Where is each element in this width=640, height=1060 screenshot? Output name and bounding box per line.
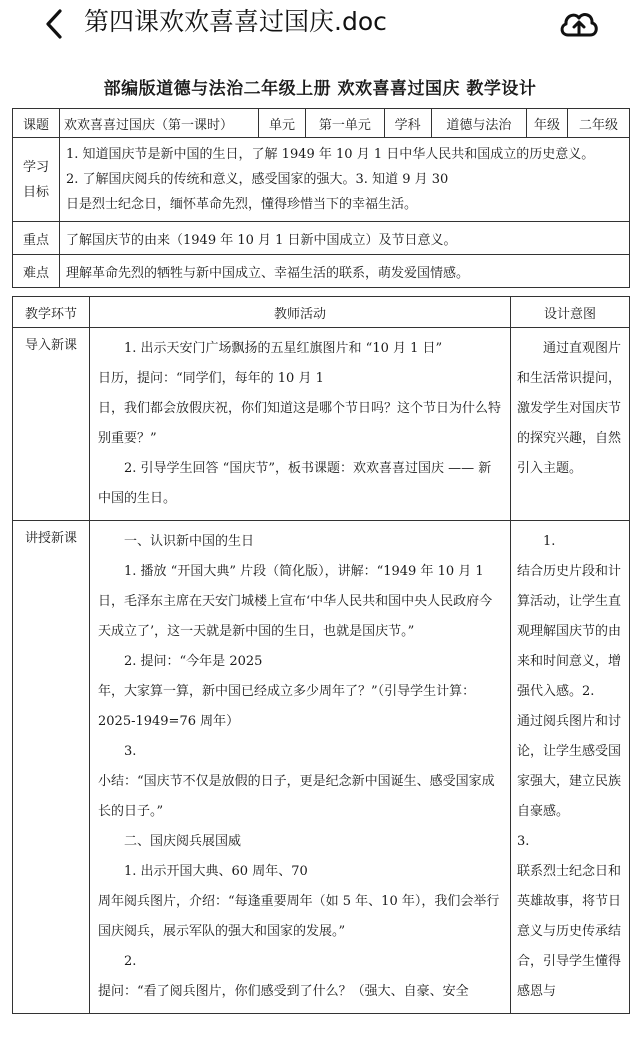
activity-line: 小结：“国庆节不仅是放假的日子，更是纪念新中国诞生、感受国家成长的日子。” [98,774,495,819]
activity-line: 1. 出示天安门广场飘扬的五星红旗图片和 “10 月 1 日” [124,341,443,356]
keypoint-label: 重点 [13,222,60,255]
goal-line: 日是烈士纪念日，缅怀革命先烈，懂得珍惜当下的幸福生活。 [66,197,418,212]
intent-line: 通过阅兵图片和讨论，让学生感受国家强大，建立民族自豪感。 [517,714,622,819]
top-bar [0,0,640,48]
info-table [12,108,630,288]
goal-line: 2. 了解国庆阅兵的传统和意义，感受国家的强大。3. 知道 9 月 30 [66,172,449,187]
activity-line: 周年阅兵图片，介绍：“每逢重要周年（如 5 年、10 年），我们会举行国庆阅兵，展示军队的强大和国家的发展。” [98,894,500,939]
process-table [12,296,630,1014]
activity-line: 日历，提问：“同学们，每年的 10 月 1 [98,371,324,386]
activity-line: 二、国庆阅兵展国威 [124,834,242,849]
activity-cell [90,521,511,1014]
keypoint-text: 了解国庆节的由来（1949 年 10 月 1 日新中国成立）及节日意义。 [60,222,630,255]
activity-line: 1. 播放 “开国大典” 片段（简化版），讲解：“1949 年 10 月 1 [124,564,484,579]
activity-line: 日，我们都会放假庆祝，你们知道这是哪个节日吗？这个节日为什么特别重要？” [98,401,502,446]
cloud-upload-button[interactable] [556,4,600,44]
goals-label: 学习目标 [13,138,60,222]
process-row [13,328,630,521]
stage-cell: 导入新课 [13,328,90,521]
activity-line: 日，毛泽东主席在天安门城楼上宣布‘中华人民共和国中央人民政府今天成立了’，这一天就是新中国的生日，也就是国庆节。” [98,594,493,639]
intent-cell [511,521,630,1014]
activity-line: 年，大家算一算，新中国已经成立多少周年了？”（引导学生计算：2025-1949=76 周年） [98,684,476,729]
cloud-upload-icon [556,4,600,44]
process-row [13,521,630,1014]
intent-line: 结合历史片段和计算活动，让学生直观理解国庆节的由来和时间意义，增强代入感。2. [517,564,622,699]
goals-row [13,138,630,222]
activity-line: 一、认识新中国的生日 [124,534,255,549]
intent-line: 3. [517,834,530,849]
difficulty-row [13,255,630,288]
intent-line: 通过直观图片和生活常识提问，激发学生对国庆节的探究兴趣，自然引入主题。 [517,341,622,476]
chevron-left-icon [38,6,74,42]
header-intent: 设计意图 [511,297,630,328]
lesson-row [13,109,630,138]
activity-line: 提问：“看了阅兵图片，你们感受到了什么？（强大、自豪、安全 [98,984,469,999]
intent-line: 联系烈士纪念日和英雄故事，将节日意义与历史传承结合，引导学生懂得感恩与 [517,864,622,999]
activity-line: 1. 出示开国大典、60 周年、70 [124,864,308,879]
document-heading: 部编版道德与法治二年级上册 欢欢喜喜过国庆 教学设计 [103,79,537,99]
activity-line: 3. [124,744,137,759]
lesson-label: 课题 [13,109,60,138]
difficulty-text: 理解革命先烈的牺牲与新中国成立、幸福生活的联系，萌发爱国情感。 [60,255,630,288]
process-header-row [13,297,630,328]
activity-line: 2. 提问：“今年是 2025 [124,654,263,669]
grade-label: 年级 [527,109,568,138]
grade-value: 二年级 [568,109,630,138]
goals-content [60,138,630,222]
keypoint-row [13,222,630,255]
header-activity: 教师活动 [90,297,511,328]
subject-value: 道德与法治 [431,109,526,138]
lesson-value: 欢欢喜喜过国庆（第一课时） [60,109,259,138]
difficulty-label: 难点 [13,255,60,288]
intent-cell [511,328,630,521]
goal-line: 1. 知道国庆节是新中国的生日，了解 1949 年 10 月 1 日中华人民共和国成立的历史意义。 [66,147,595,162]
activity-line: 2. 引导学生回答 “国庆节”，板书课题：欢欢喜喜过国庆 —— 新中国的生日。 [98,461,492,506]
stage-cell: 讲授新课 [13,521,90,1014]
document-title: 第四课欢欢喜喜过国庆.doc [84,7,387,36]
activity-line: 2. [124,954,137,969]
back-button[interactable] [38,6,74,42]
subject-label: 学科 [384,109,431,138]
activity-cell [90,328,511,521]
unit-value: 第一单元 [306,109,385,138]
intent-line: 1. [543,534,556,549]
header-stage: 教学环节 [13,297,90,328]
unit-label: 单元 [259,109,306,138]
